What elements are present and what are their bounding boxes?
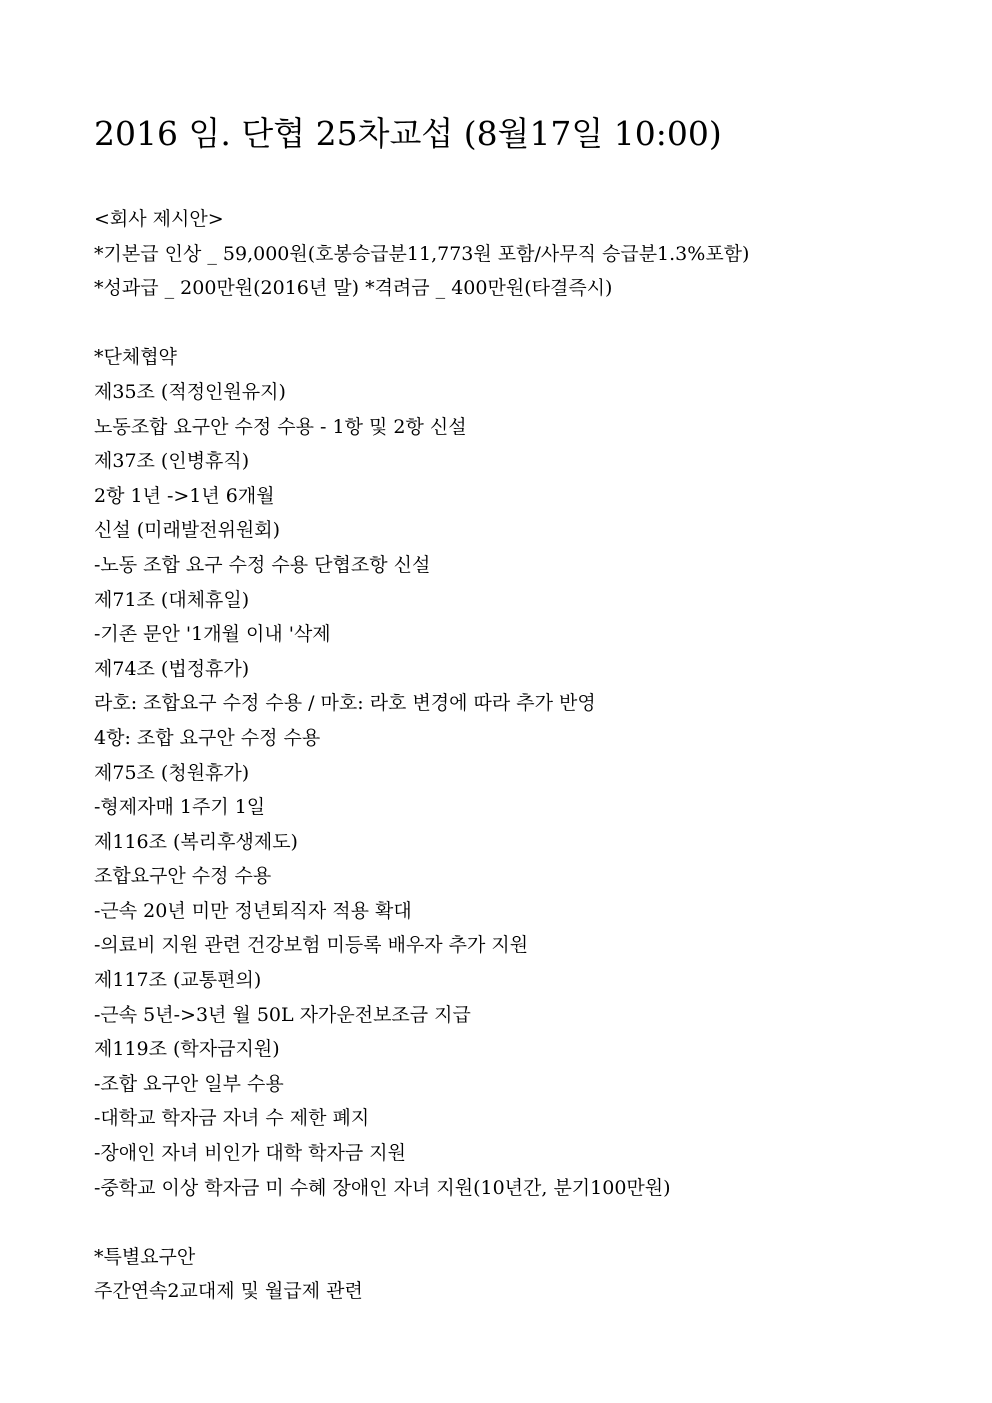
- document-body: [94, 202, 954, 1309]
- agreement-line: 라호: 조합요구 수정 수용 / 마호: 라호 변경에 따라 추가 반영: [94, 692, 596, 715]
- agreement-line: 제119조 (학자금지원): [94, 1038, 280, 1061]
- agreement-line: 제117조 (교통편의): [94, 969, 262, 992]
- company-proposal-heading: <회사 제시안>: [94, 208, 224, 230]
- agreement-line: -근속 20년 미만 정년퇴직자 적용 확대: [94, 899, 412, 922]
- agreement-line: -형제자매 1주기 1일: [94, 796, 266, 819]
- agreement-line: 조합요구안 수정 수용: [94, 865, 272, 888]
- agreement-line: -근속 5년->3년 월 50L 자가운전보조금 지급: [94, 1003, 471, 1026]
- agreement-line: 제71조 (대체휴일): [94, 588, 250, 611]
- agreement-line: -대학교 학자금 자녀 수 제한 폐지: [94, 1107, 370, 1130]
- agreement-line: 제116조 (복리후생제도): [94, 830, 298, 853]
- agreement-line: 4항: 조합 요구안 수정 수용: [94, 726, 321, 749]
- agreement-line: -의료비 지원 관련 건강보험 미등록 배우자 추가 지원: [94, 934, 529, 957]
- agreement-line: 제37조 (인병휴직): [94, 450, 250, 473]
- agreement-line: -중학교 이상 학자금 미 수혜 장애인 자녀 지원(10년간, 분기100만원): [94, 1176, 671, 1199]
- agreement-line: -노동 조합 요구 수정 수용 단협조항 신설: [94, 553, 431, 576]
- agreement-line: 2항 1년 ->1년 6개월: [94, 484, 275, 507]
- agreement-line: -조합 요구안 일부 수용: [94, 1072, 284, 1095]
- agreement-line: 제35조 (적정인원유지): [94, 380, 286, 403]
- blank-line: [94, 1205, 954, 1240]
- agreement-line: -기존 문안 '1개월 이내 '삭제: [94, 623, 331, 646]
- agreement-line: -장애인 자녀 비인가 대학 학자금 지원: [94, 1142, 406, 1165]
- document-title: 2016 임. 단협 25차교섭 (8월17일 10:00): [94, 114, 722, 153]
- blank-line: [94, 306, 954, 341]
- base-pay-raise-line: *기본급 인상 _ 59,000원(호봉승급분11,773원 포함/사무직 승급분1.3%포함): [94, 242, 750, 265]
- agreement-line: 노동조합 요구안 수정 수용 - 1항 및 2항 신설: [94, 415, 467, 438]
- special-demands-line: 주간연속2교대제 및 월급제 관련: [94, 1280, 363, 1303]
- collective-agreement-heading: *단체협약: [94, 346, 177, 369]
- agreement-line: 신설 (미래발전위원회): [94, 519, 281, 542]
- bonus-line: *성과급 _ 200만원(2016년 말) *격려금 _ 400만원(타결즉시): [94, 277, 613, 300]
- special-demands-heading: *특별요구안: [94, 1245, 196, 1268]
- agreement-line: 제74조 (법정휴가): [94, 657, 250, 680]
- agreement-line: 제75조 (청원휴가): [94, 761, 250, 784]
